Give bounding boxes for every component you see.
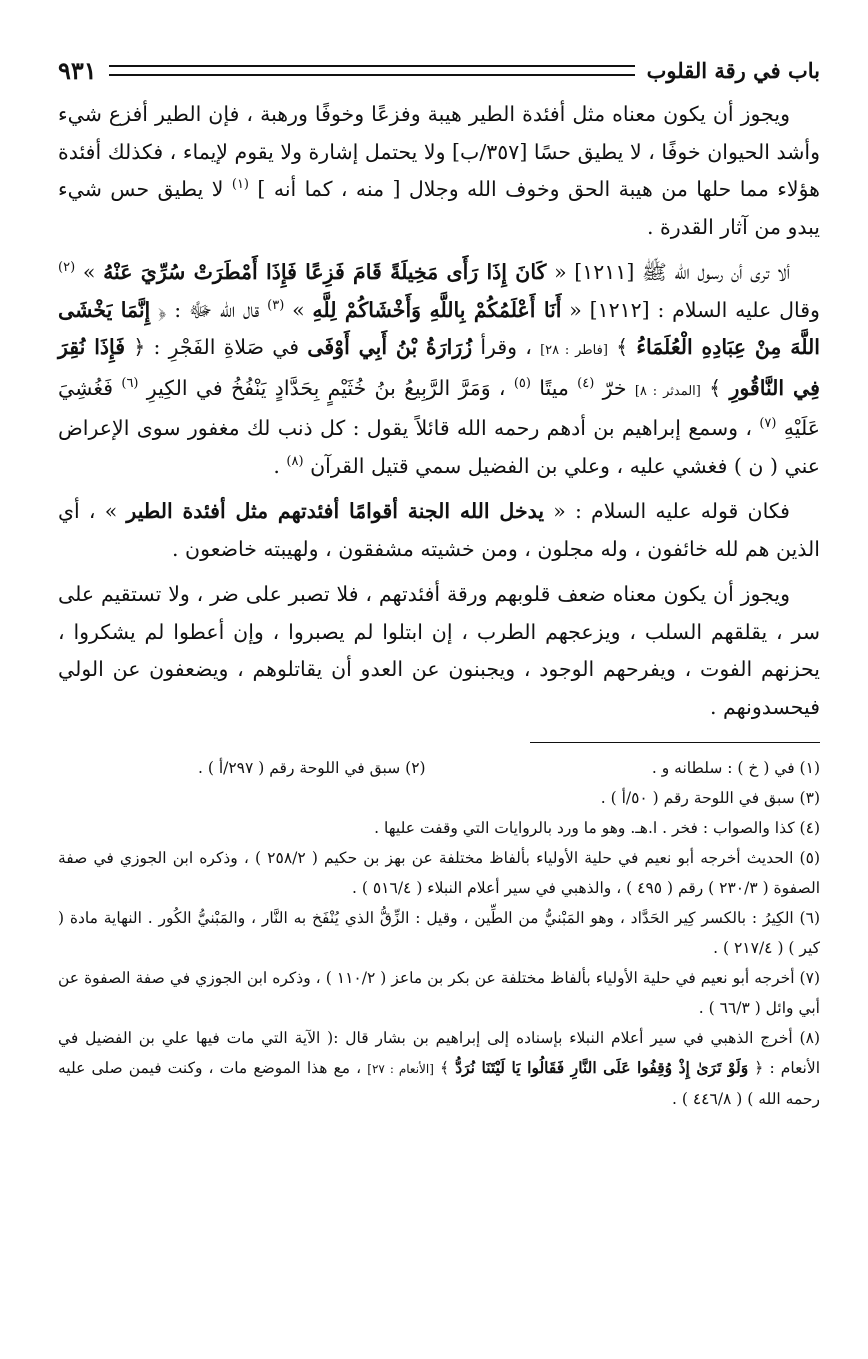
text-run: » [82,260,96,284]
paragraph-3 [58,493,820,568]
person-name: زُرَارَةُ بْنُ أَبِي أَوْفَى [307,335,473,359]
text-run: خرّ [602,375,627,400]
footnote-ref: (٨) [286,453,304,469]
paragraph-1-end: لا يطيق حس شيء يبدو من آثار القدرة . [58,177,820,239]
text-run: (٨) أخرج الذهبي في سير أعلام النبلاء بإسناده إلى إبراهيم بن بشار قال :( الآية التي مات فيها علي بن الفضيل في الأنعام : ﴿ [58,1029,821,1077]
main-text [58,96,820,726]
header-rule [109,65,635,76]
text-run: ﴾ [709,375,722,400]
footnote-ref: (٣) [267,297,285,313]
footnote-2: (٢) سبق في اللوحة رقم ( ٢٩٧/أ ) . [198,759,426,777]
quran-verse: فَإِذَا نُقِرَ فِي النَّاقُورِ [58,335,820,400]
text-run: فَغُشِيَ عَلَيْهِ [58,375,820,440]
paragraph-4 [58,576,820,726]
footnote-5: (٥) الحديث أخرجه أبو نعيم في حلية الأولياء بألفاظ مختلفة عن بهز بن حكيم ( ٢٥٨/٢ ) ، وذكره ابن الجوزي في صفة الصفوة ( ٢٣٠/٣ ) رقم ( ٤٩٥ ) ، والذهبي في سير أعلام النبلاء ( ٥١٦/٤ ) . [58,849,820,897]
text-run: ﴾ [440,1059,450,1077]
paragraph-1-text: ويجوز أن يكون معناه مثل أفئدة الطير هيبة وفزعًا وخوفًا ورهبة ، فإن الطير أفزع شيء وأشد الحيوان خوفًا ، لا يطيق حسًا [٣٥٧/ب] ولا يحتمل إشارة ولا يقوم لإيماء ، فكذلك أفئدة هؤلاء مما حلها من هيبة الحق وخوف الله وجلال [ منه ، كما أنه ] [58,102,820,201]
text-run: ، وَمَرَّ الرَّبِيعُ بنُ خُثَيْمٍ بِحَدَّادٍ يَنْفُخُ في الكِيرِ [146,375,506,400]
text-run: . [273,453,280,478]
verse-reference: [فاطر : ٢٨] [540,343,608,358]
text-run: وقال عليه السلام : [١٢١٢] « [569,297,820,322]
hadith-quote: يدخل الله الجنة أقوامًا أفئدتهم مثل أفئدة الطير [126,499,545,523]
footnote-ref: (١) [231,177,249,193]
text-run: ، مع هذا الموضع مات ، وكنت فيمن صلى عليه رحمه الله ) ( ٤٤٦/٨ ) . [58,1059,820,1108]
chapter-title: باب في رقة القلوب [646,57,820,83]
paragraph-4-text: ويجوز أن يكون معناه ضعف قلوبهم ورقة أفئدتهم ، فلا تصبر على ضر ، ولا تستقيم على سر ، يقلقهم السلب ، ويزعجهم الطرب ، إن ابتلوا لم يصبروا ، وإن أعطوا لم يشكروا ، يحزنهم الفوت ، ويفرحهم الوجود ، ويجبنون عن العدو أن يقاتلوهم ، ويضعفون عن الولي فيحسدونهم . [58,582,820,719]
footnote-ref: (٤) [577,375,595,391]
footnote-ref: (٢) [58,260,76,276]
text-run: » ، أي الذين هم لله خائفون ، وله مجلون ، ومن خشيته مشفقون ، ولهيبته خاضعون . [58,499,820,561]
hadith-quote: كَانَ إِذَا رَأَى مَخِيلَةً قَامَ فَزِعًا فَإِذَا أَمْطَرَتْ سُرِّيَ عَنْهُ [103,260,547,284]
footnotes [58,753,820,1114]
footnote-6: (٦) الكِيرُ : بالكسر كِير الحَدَّاد ، وهو المَبْنيُّ من الطِّين ، وقيل : الزِّقُّ الذي يُنْفَخ به النَّار ، والمَبْنيُّ الكُور . النهاية مادة ( كير ) ( ٢١٧/٤ ) . [58,909,820,957]
text-run: قال الله ﷻ : ﴿ [158,297,260,322]
page-number: ٩٣١ [58,55,97,85]
text-run: في صَلاةِ الفَجْرِ : ﴿ [133,335,300,359]
text-run: ، وقرأ [480,335,532,359]
footnote-8 [58,1023,820,1114]
text-run: ميتًا [539,375,569,400]
footnote-3: (٣) سبق في اللوحة رقم ( ٥٠/أ ) . [600,789,820,807]
running-header [58,50,820,90]
paragraph-2 [58,254,820,485]
verse-reference: [المدثر : ٨] [634,383,701,399]
document-page [58,50,820,1114]
quran-verse: وَلَوْ تَرَىٰ إِذْ وُقِفُوا عَلَى النَّارِ فَقَالُوا يَا لَيْتَنَا نُرَدُّ [455,1058,749,1077]
footnote-row [58,753,820,783]
footnote-ref: (٧) [759,416,777,432]
footnote-ref: (٥) [513,375,531,391]
text-run: ﴾ [616,335,629,359]
hadith-quote: أَنَا أَعْلَمُكُمْ بِاللَّهِ وَأَخْشَاكُمْ لِلَّهِ [312,297,562,322]
verse-reference: [الأنعام : ٢٧] [367,1062,434,1076]
text-run: » [292,297,305,322]
footnote-separator [530,742,820,743]
text-run: ألا ترى أن رسول الله ﷺ [١٢١١] « [554,260,790,284]
quran-verse: إِنَّمَا يَخْشَى اللَّهَ مِنْ عِبَادِهِ الْعُلَمَاءُ [58,297,820,359]
footnote-7: (٧) أخرجه أبو نعيم في حلية الأولياء بألفاظ مختلفة عن بكر بن ماعز ( ١١٠/٢ ) ، وذكره ابن الجوزي في صفة الصفوة عن أبي وائل ( ٦٦/٣ ) . [58,969,820,1017]
text-run: فكان قوله عليه السلام : « [553,499,790,523]
footnote-ref: (٦) [121,375,139,391]
footnote-4: (٤) كذا والصواب : فخر . ا.هـ. وهو ما ورد بالروايات التي وقفت عليها . [374,819,820,837]
paragraph-1 [58,96,820,246]
footnote-1: (١) في ( خ ) : سلطانه و . [651,759,820,777]
text-run: ، وسمع إبراهيم بن أدهم رحمه الله قائلاً يقول : كل ذنب لك مغفور سوى الإعراض عني ( ن ) فغشي عليه ، وعلي بن الفضيل سمي قتيل القرآن [58,416,820,478]
